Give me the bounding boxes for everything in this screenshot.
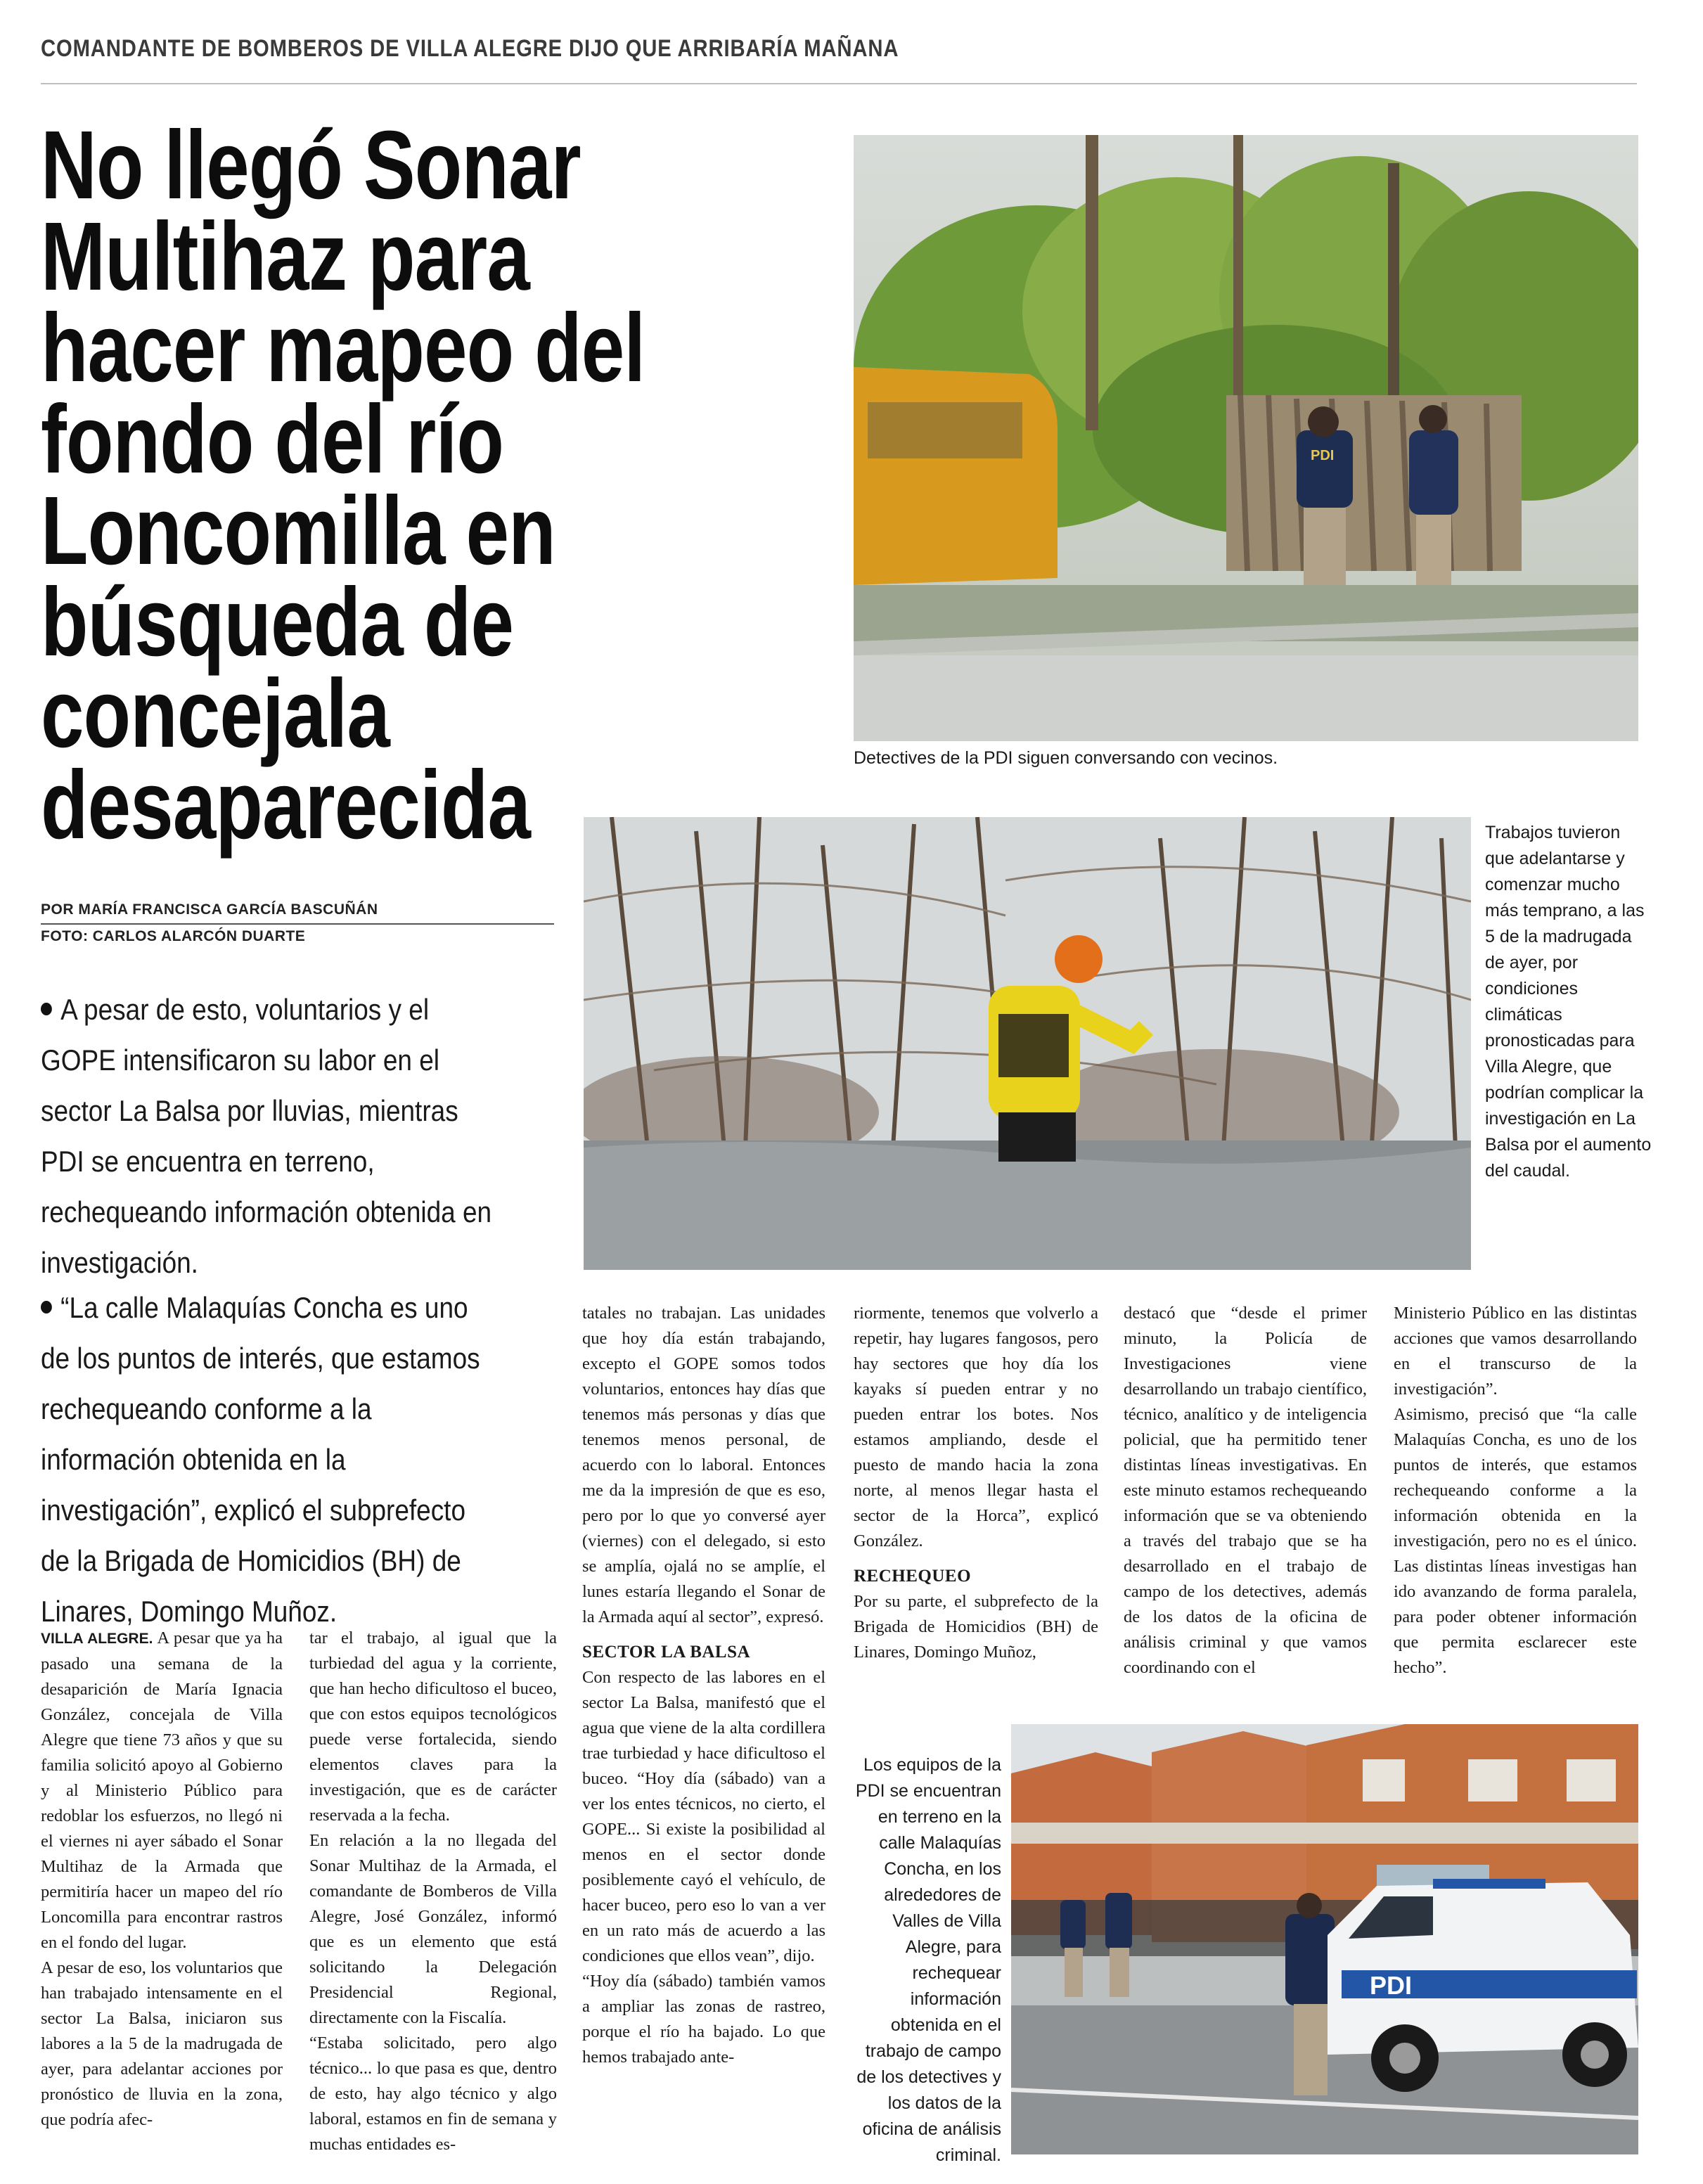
pdi-car-label: PDI [1370,1971,1413,2000]
photo-detectives-fence-image [854,135,1638,741]
byline-photo: FOTO: CARLOS ALARCÓN DUARTE [41,928,306,944]
summary-bullet-1-text: A pesar de esto, voluntarios y el GOPE intensificaron su labor en el sector La Balsa por lluvias, mientras PDI se encuentra en terreno, rechequeando información obtenida en investigación. [41,993,492,1279]
body-column-4 [854,1301,1098,1665]
subheading-rechequeo: RECHEQUEO [854,1567,972,1586]
body-paragraph: “Hoy día (sábado) también vamos a ampliar las zonas de rastreo, porque el río ha bajado. Lo que hemos trabajado ante- [582,1972,825,2067]
bullet-dot-icon [41,1003,52,1015]
body-column-2 [309,1626,557,2157]
top-divider [41,83,1637,84]
subheading-sector-la-balsa: SECTOR LA BALSA [582,1643,751,1662]
headline: No llegó Sonar Multihaz para hacer mapeo del fondo del río Loncomilla en búsqueda de concejala desaparecida [41,111,645,859]
summary-bullet-2 [41,1283,499,1637]
body-paragraph: riormente, tenemos que volverlo a repetir, hay lugares fangosos, pero hay sectores que hoy día los kayaks sí pueden entrar y no pueden entrar los botes. Nos estamos ampliando, desde el puesto de mando hacia la zona norte, al menos llegar hasta el sector de la Horca”, explicó González. [854,1304,1098,1550]
body-paragraph: tar el trabajo, al igual que la turbiedad del agua y la corriente, que han hecho dificultoso el buceo, que con estos equipos tecnológicos puede verse fortalecida, siendo elementos claves para la investigación, que es de carácter reservada a la fecha. [309,1629,557,1825]
body-paragraph: Asimismo, precisó que “la calle Malaquías Concha, es uno de los puntos de interés, que estamos rechequeando conforme a la información obtenida en la investigación, pero no es el único. Las distintas líneas investigas han ido avanzando de forma paralela, para poder obtener información que permita esclarecer este hecho”. [1394,1405,1637,1677]
photo-street-pdi-image [1011,1724,1638,2154]
body-paragraph: “Estaba solicitado, pero algo técnico... lo que pasa es que, dentro de esto, hay algo técnico y algo laboral, estamos en fin de semana y muchas entidades es- [309,2034,557,2154]
body-column-1 [41,1626,283,2133]
photo-street-pdi [1011,1724,1638,2154]
body-paragraph: tatales no trabajan. Las unidades que hoy día están trabajando, excepto el GOPE somos todos voluntarios, entonces hay días que tenemos más personas y días que tenemos menos personal, de acuerdo con lo laboral. Entonces me da la impresión de que es eso, pero por lo que yo conversé ayer (viernes) con el delegado, si esto se amplía, ojalá no se amplíe, el lunes estaría llegando el Sonar de la Armada aquí al sector”, expresó. [582,1304,825,1626]
photo-detectives-fence [854,135,1638,741]
body-paragraph: Ministerio Público en las distintas acciones que vamos desarrollando en el transcurso de la investigación”. [1394,1304,1637,1399]
byline-author: POR MARÍA FRANCISCA GARCÍA BASCUÑÁN [41,901,378,918]
caption-river: Trabajos tuvieron que adelantarse y comenzar mucho más temprano, a las 5 de la madrugada de ayer, por condiciones climáticas pronosticadas para Villa Alegre, que podrían complicar la investigación en La Balsa por el aumento del caudal. [1485,823,1652,1181]
summary-bullet-1 [41,984,499,1288]
photo-river-search [584,817,1471,1270]
body-paragraph: Con respecto de las labores en el sector La Balsa, manifestó que el agua que viene de la alta cordillera trae turbiedad y hace dificultoso el buceo. “Hoy día (sábado) van a ver los entes técnicos, no cierto, el GOPE... Si existe la posibilidad al menos en el sector donde posiblemente cayó el vehículo, de hacer buceo, pero eso lo van a ver en un rato más de acuerdo a las condiciones que ellos vean”, dijo. [582,1668,825,1965]
body-column-6 [1394,1301,1637,1681]
body-paragraph: A pesar que ya ha pasado una semana de la desaparición de María Ignacia González, concejala de Villa Alegre que tiene 73 años y que su familia solicitó apoyo al Gobierno y al Ministerio Público para redoblar los esfuerzos, no llegó ni el viernes ni ayer sábado el Sonar Multihaz de la Armada que permitiría hacer un mapeo del río Loncomilla para encontrar rastros en el fondo del lugar. [41,1629,283,1952]
summary-bullet-2-text: “La calle Malaquías Concha es uno de los puntos de interés, que estamos rechequeando conforme a la información obtenida en la investigación”, explicó el subprefecto de la Brigada de Homicidios (BH) de Linares, Domingo Muñoz. [41,1291,480,1628]
pdi-badge-text-1: PDI [1311,448,1335,463]
photo-river-search-image [584,817,1471,1270]
body-paragraph: destacó que “desde el primer minuto, la Policía de Investigaciones viene desarrollando un trabajo científico, técnico, analítico y de inteligencia policial, que ha permitido tener distintas líneas investigativas. En este minuto estamos rechequeando información que se va obteniendo a través del trabajo que se ha desarrollado en el trabajo de campo de los detectives, además de los datos de la oficina de análisis criminal y que vamos coordinando con el [1124,1304,1367,1677]
bullet-dot-icon [41,1301,52,1313]
kicker: COMANDANTE DE BOMBEROS DE VILLA ALEGRE DIJO QUE ARRIBARÍA MAÑANA [41,35,899,62]
byline-divider [41,923,554,925]
body-paragraph: A pesar de eso, los voluntarios que han trabajado intensamente en el sector La Balsa, iniciaron sus labores a la 5 de la madrugada de ayer, para adelantar acciones por pronóstico de lluvia en la zona, que podría afec- [41,1958,283,2129]
dateline: VILLA ALEGRE. [41,1631,153,1647]
body-column-5 [1124,1301,1367,1681]
caption-street: Los equipos de la PDI se encuentran en terreno en la calle Malaquías Concha, en los alrededores de Valles de Villa Alegre, para rechequear información obtenida en el trabajo de campo de los detectives y los datos de la oficina de análisis criminal. [855,1755,1001,2165]
caption-detectives: Detectives de la PDI siguen conversando con vecinos. [854,748,1278,768]
body-paragraph: Por su parte, el subprefecto de la Brigada de Homicidios (BH) de Linares, Domingo Muñoz, [854,1592,1098,1662]
body-column-3 [582,1301,825,2070]
body-paragraph: En relación a la no llegada del Sonar Multihaz de la Armada, el comandante de Bomberos de Villa Alegre, José González, informó que es un elemento que está solicitando la Delegación Presidencial Regional, directamente con la Fiscalía. [309,1831,557,2027]
